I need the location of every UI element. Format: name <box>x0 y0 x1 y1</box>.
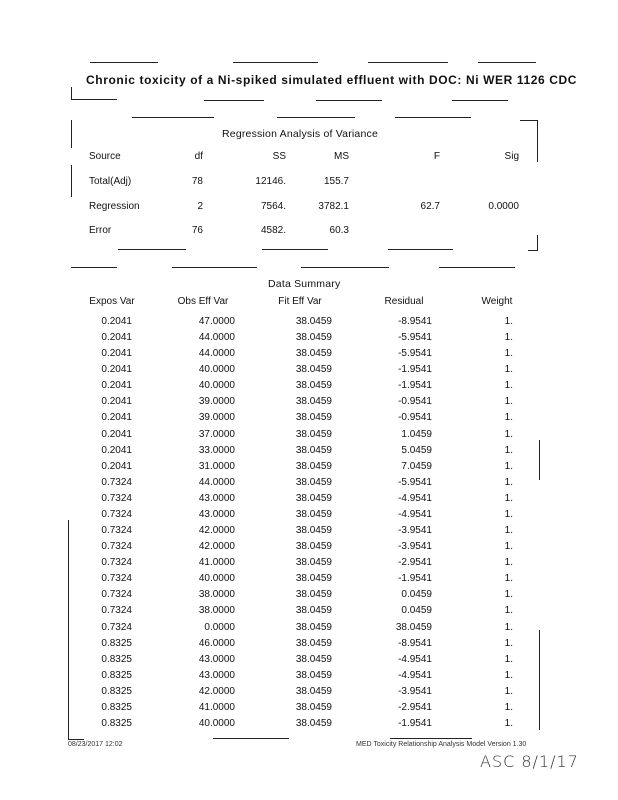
summary-cell: 0.7324 <box>101 525 132 537</box>
summary-cell: 0.8325 <box>101 718 132 729</box>
summary-cell: 5.0459 <box>401 444 432 456</box>
summary-cell: 1. <box>504 701 513 713</box>
summary-cell: 0.7324 <box>101 541 132 553</box>
anova-cell: 62.7 <box>420 200 440 212</box>
summary-cell: 38.0459 <box>295 653 332 665</box>
summary-cell: 38.0459 <box>295 316 332 327</box>
summary-cell: 1. <box>504 364 513 376</box>
summary-cell: 38.0459 <box>295 508 332 520</box>
summary-cell: 38.0459 <box>295 428 332 440</box>
summary-cell: -4.9541 <box>398 492 432 504</box>
summary-cell: 1. <box>504 348 513 360</box>
summary-cell: 46.0000 <box>198 637 235 649</box>
summary-cell: 44.0000 <box>198 348 235 360</box>
anova-cell: 7564. <box>260 200 286 212</box>
summary-cell: -2.9541 <box>398 701 432 713</box>
summary-column-header: Expos Var <box>89 296 135 307</box>
summary-cell: 1. <box>504 653 513 665</box>
summary-cell: -0.9541 <box>398 396 432 408</box>
summary-cell: 1. <box>504 444 513 456</box>
summary-cell: 38.0459 <box>295 541 332 553</box>
summary-cell: 38.0459 <box>295 396 332 408</box>
summary-column-header: Weight <box>481 296 513 307</box>
summary-cell: 38.0459 <box>295 492 332 504</box>
print-timestamp: 08/23/2017 12:02 <box>68 741 123 748</box>
program-version: MED Toxicity Relationship Analysis Model Version 1.30 <box>356 741 527 748</box>
summary-cell: 1. <box>504 573 513 585</box>
summary-cell: 1. <box>504 718 513 729</box>
summary-cell: 1. <box>504 492 513 504</box>
summary-cell: 38.0459 <box>295 348 332 360</box>
summary-cell: -2.9541 <box>398 557 432 569</box>
document-title: Chronic toxicity of a Ni-spiked simulated effluent with DOC: Ni WER 1126 CDC <box>86 73 577 87</box>
summary-cell: 0.2041 <box>101 412 132 424</box>
anova-cell: 4582. <box>260 225 286 236</box>
anova-cell: 12146. <box>255 176 286 187</box>
summary-cell: 0.7324 <box>101 589 132 601</box>
handwritten-initials: ASC 8/1/17 <box>480 752 579 771</box>
summary-cell: 1. <box>504 508 513 520</box>
summary-cell: -0.9541 <box>398 412 432 424</box>
summary-cell: 0.7324 <box>101 557 132 569</box>
anova-column-header: F <box>433 151 440 162</box>
summary-cell: 37.0000 <box>198 428 235 440</box>
summary-column-header: Residual <box>384 296 424 307</box>
summary-cell: 38.0459 <box>295 525 332 537</box>
summary-cell: 38.0459 <box>295 589 332 601</box>
summary-cell: 1. <box>504 460 513 472</box>
summary-cell: 0.8325 <box>101 637 132 649</box>
summary-cell: 41.0000 <box>198 701 235 713</box>
anova-cell: 155.7 <box>323 176 349 187</box>
summary-cell: 42.0000 <box>198 525 235 537</box>
summary-cell: 0.0000 <box>204 621 235 633</box>
summary-cell: 38.0459 <box>295 701 332 713</box>
summary-cell: -8.9541 <box>398 316 432 327</box>
summary-cell: -3.9541 <box>398 525 432 537</box>
summary-cell: 0.2041 <box>101 380 132 392</box>
summary-cell: 1. <box>504 380 513 392</box>
summary-cell: 40.0000 <box>198 380 235 392</box>
summary-cell: 0.7324 <box>101 573 132 585</box>
summary-cell: 43.0000 <box>198 669 235 681</box>
summary-cell: -5.9541 <box>398 332 432 344</box>
summary-cell: 0.2041 <box>101 316 132 327</box>
summary-cell: 0.7324 <box>101 621 132 633</box>
summary-cell: 38.0459 <box>295 476 332 488</box>
summary-cell: 38.0000 <box>198 589 235 601</box>
summary-cell: 0.8325 <box>101 685 132 697</box>
summary-cell: 7.0459 <box>401 460 432 472</box>
summary-cell: 0.2041 <box>101 396 132 408</box>
summary-cell: 40.0000 <box>198 364 235 376</box>
summary-cell: 38.0459 <box>295 332 332 344</box>
summary-cell: 38.0459 <box>295 460 332 472</box>
summary-cell: 1. <box>504 557 513 569</box>
summary-cell: 0.8325 <box>101 653 132 665</box>
summary-cell: 39.0000 <box>198 396 235 408</box>
summary-cell: 38.0459 <box>295 412 332 424</box>
summary-cell: 0.0459 <box>401 605 432 617</box>
summary-cell: 1. <box>504 605 513 617</box>
anova-column-header: df <box>194 151 203 162</box>
summary-cell: 38.0459 <box>295 669 332 681</box>
summary-cell: -4.9541 <box>398 653 432 665</box>
summary-cell: 0.2041 <box>101 460 132 472</box>
summary-cell: 31.0000 <box>198 460 235 472</box>
anova-heading: Regression Analysis of Variance <box>222 128 378 140</box>
anova-column-header: SS <box>272 151 286 162</box>
summary-cell: 1. <box>504 685 513 697</box>
summary-cell: 38.0459 <box>295 637 332 649</box>
summary-cell: 44.0000 <box>198 332 235 344</box>
summary-cell: 1. <box>504 525 513 537</box>
anova-column-header: MS <box>334 151 349 162</box>
summary-cell: 33.0000 <box>198 444 235 456</box>
anova-cell: Total(Adj) <box>89 176 132 187</box>
summary-cell: -3.9541 <box>398 541 432 553</box>
summary-cell: 0.2041 <box>101 428 132 440</box>
summary-cell: 0.7324 <box>101 508 132 520</box>
summary-cell: 42.0000 <box>198 541 235 553</box>
anova-cell: 2 <box>197 200 203 212</box>
summary-heading: Data Summary <box>268 278 341 290</box>
summary-cell: 43.0000 <box>198 492 235 504</box>
anova-cell: 0.0000 <box>488 200 519 212</box>
summary-cell: 1. <box>504 412 513 424</box>
anova-cell: 76 <box>191 225 203 236</box>
summary-cell: 44.0000 <box>198 476 235 488</box>
summary-cell: 1. <box>504 589 513 601</box>
anova-cell: 60.3 <box>329 225 349 236</box>
summary-cell: 41.0000 <box>198 557 235 569</box>
summary-cell: 38.0459 <box>295 605 332 617</box>
summary-cell: 38.0459 <box>395 621 432 633</box>
anova-cell: Error <box>89 225 112 236</box>
summary-cell: 1. <box>504 316 513 327</box>
summary-cell: 38.0459 <box>295 685 332 697</box>
summary-cell: 0.2041 <box>101 364 132 376</box>
summary-cell: -4.9541 <box>398 508 432 520</box>
summary-cell: 43.0000 <box>198 653 235 665</box>
summary-cell: 38.0000 <box>198 605 235 617</box>
summary-cell: 0.2041 <box>101 444 132 456</box>
summary-cell: 1.0459 <box>401 428 432 440</box>
summary-cell: 38.0459 <box>295 557 332 569</box>
summary-cell: -5.9541 <box>398 348 432 360</box>
summary-cell: 1. <box>504 637 513 649</box>
summary-cell: 1. <box>504 428 513 440</box>
summary-column-header: Fit Eff Var <box>278 296 322 307</box>
anova-cell: 3782.1 <box>318 200 349 212</box>
summary-cell: 1. <box>504 332 513 344</box>
summary-cell: 40.0000 <box>198 718 235 729</box>
summary-cell: -1.9541 <box>398 364 432 376</box>
summary-cell: 38.0459 <box>295 380 332 392</box>
summary-cell: 0.7324 <box>101 605 132 617</box>
summary-cell: 43.0000 <box>198 508 235 520</box>
summary-cell: 38.0459 <box>295 621 332 633</box>
summary-cell: 0.8325 <box>101 669 132 681</box>
summary-cell: 0.2041 <box>101 332 132 344</box>
summary-cell: 1. <box>504 621 513 633</box>
summary-cell: 47.0000 <box>198 316 235 327</box>
summary-cell: 0.0459 <box>401 589 432 601</box>
summary-cell: 0.2041 <box>101 348 132 360</box>
summary-cell: -3.9541 <box>398 685 432 697</box>
summary-cell: 38.0459 <box>295 573 332 585</box>
summary-cell: 38.0459 <box>295 718 332 729</box>
summary-cell: 0.7324 <box>101 492 132 504</box>
anova-cell: 78 <box>191 176 203 187</box>
summary-cell: 40.0000 <box>198 573 235 585</box>
summary-cell: -1.9541 <box>398 380 432 392</box>
summary-column-header: Obs Eff Var <box>177 296 229 307</box>
anova-column-header: Source <box>89 151 121 162</box>
summary-cell: 38.0459 <box>295 444 332 456</box>
anova-column-header: Sig <box>504 151 519 162</box>
summary-cell: -4.9541 <box>398 669 432 681</box>
summary-cell: 1. <box>504 541 513 553</box>
summary-cell: 1. <box>504 669 513 681</box>
summary-cell: -1.9541 <box>398 718 432 729</box>
summary-cell: -1.9541 <box>398 573 432 585</box>
summary-cell: -8.9541 <box>398 637 432 649</box>
summary-cell: 0.7324 <box>101 476 132 488</box>
summary-cell: 38.0459 <box>295 364 332 376</box>
summary-cell: 1. <box>504 396 513 408</box>
anova-cell: Regression <box>89 200 140 212</box>
summary-cell: 42.0000 <box>198 685 235 697</box>
summary-cell: 0.8325 <box>101 701 132 713</box>
summary-cell: 39.0000 <box>198 412 235 424</box>
summary-cell: 1. <box>504 476 513 488</box>
summary-cell: -5.9541 <box>398 476 432 488</box>
